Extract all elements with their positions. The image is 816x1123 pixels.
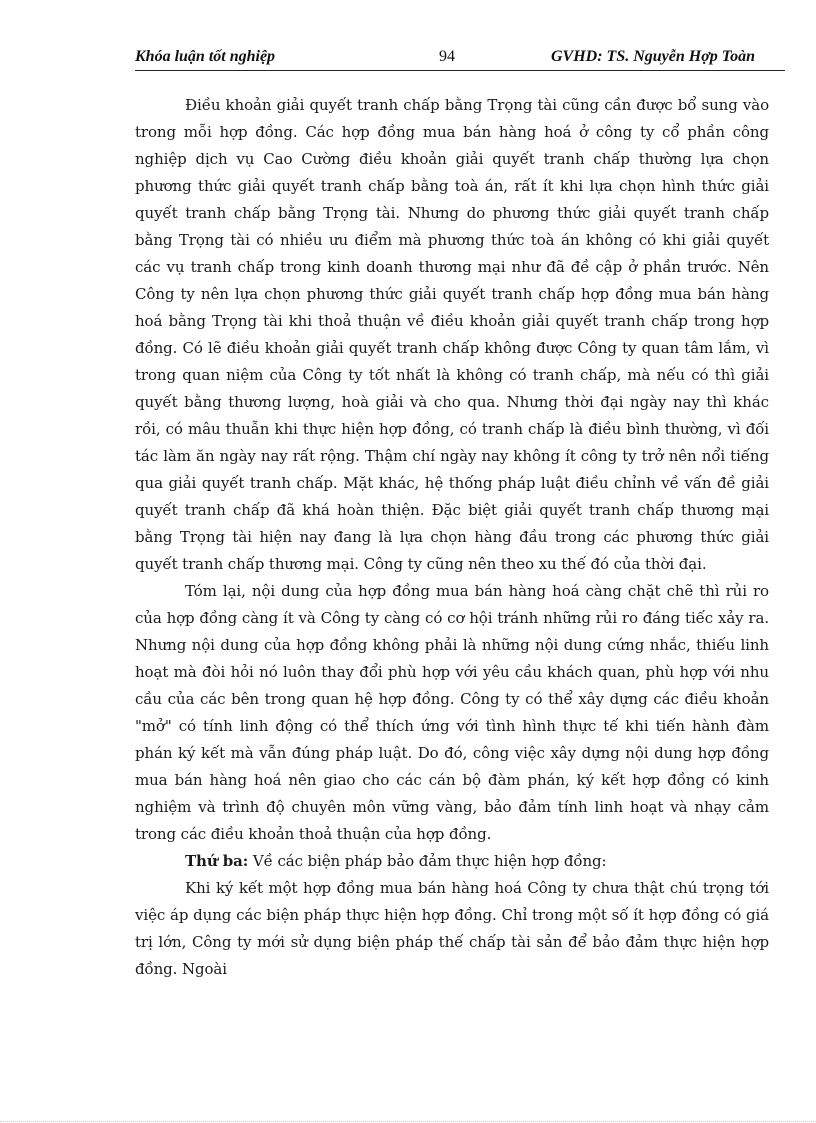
header-thesis-title: Khóa luận tốt nghiệp <box>135 48 276 65</box>
header-page-number: 94 <box>439 48 455 65</box>
section-title: Về các biện pháp bảo đảm thực hiện hợp đồng: <box>248 852 607 870</box>
paragraph-arbitration: Điều khoản giải quyết tranh chấp bằng Trọng tài cũng cần được bổ sung vào trong mỗi hợp đồng. Các hợp đồng mua bán hàng hoá ở công ty cổ phần công nghiệp dịch vụ Cao Cường điều khoản giải quyết tranh chấp thường lựa chọn phương thức giải quyết tranh chấp bằng toà án, rất ít khi lựa chọn hình thức giải quyết tranh chấp bằng Trọng tài. Nhưng do phương thức giải quyết tranh chấp bằng Trọng tài có nhiều ưu điểm mà phương thức toà án không có khi giải quyết các vụ tranh chấp trong kinh doanh thương mại như đã đề cập ở phần trước. Nên Công ty nên lựa chọn phương thức giải quyết tranh chấp hợp đồng mua bán hàng hoá bằng Trọng tài khi thoả thuận về điều khoản giải quyết tranh chấp trong hợp đồng. Có lẽ điều khoản giải quyết tranh chấp không được Công ty quan tâm lắm, vì trong quan niệm của Công ty tốt nhất là không có tranh chấp, mà nếu có thì giải quyết bằng thương lượng, hoà giải và cho qua. Nhưng thời đại ngày nay thì khác rồi, có mâu thuẫn khi thực hiện hợp đồng, có tranh chấp là điều bình thường, vì đối tác làm ăn ngày nay rất rộng. Thậm chí ngày nay không ít công ty trở nên nổi tiếng qua giải quyết tranh chấp. Mặt khác, hệ thống pháp luật điều chỉnh về vấn đề giải quyết tranh chấp đã khá hoàn thiện. Đặc biệt giải quyết tranh chấp thương mại bằng Trọng tài hiện nay đang là lựa chọn hàng đầu trong các phương thức giải quyết tranh chấp thương mại. Công ty cũng nên theo xu thế đó của thời đại. <box>135 96 769 573</box>
document-body <box>135 92 769 983</box>
paragraph-guarantee: Khi ký kết một hợp đồng mua bán hàng hoá Công ty chưa thật chú trọng tới việc áp dụng các biện pháp thực hiện hợp đồng. Chỉ trong một số ít hợp đồng có giá trị lớn, Công ty mới sử dụng biện pháp thế chấp tài sản để bảo đảm thực hiện hợp đồng. Ngoài <box>135 879 769 978</box>
section-label: Thứ ba: <box>185 852 249 870</box>
page-header <box>135 48 785 71</box>
header-supervisor: GVHD: TS. Nguyễn Hợp Toàn <box>550 48 755 65</box>
page-bottom-divider <box>0 1121 816 1122</box>
paragraph-summary: Tóm lại, nội dung của hợp đồng mua bán hàng hoá càng chặt chẽ thì rủi ro của hợp đồng càng ít và Công ty càng có cơ hội tránh những rủi ro đáng tiếc xảy ra. Nhưng nội dung của hợp đồng không phải là những nội dung cứng nhắc, thiếu linh hoạt mà đòi hỏi nó luôn thay đổi phù hợp với yêu cầu khách quan, phù hợp với nhu cầu của các bên trong quan hệ hợp đồng. Công ty có thể xây dựng các điều khoản "mở" có tính linh động có thể thích ứng với tình hình thực tế khi tiến hành đàm phán ký kết mà vẫn đúng pháp luật. Do đó, công việc xây dựng nội dung hợp đồng mua bán hàng hoá nên giao cho các cán bộ đàm phán, ký kết hợp đồng có kinh nghiệm và trình độ chuyên môn vững vàng, bảo đảm tính linh hoạt và nhạy cảm trong các điều khoản thoả thuận của hợp đồng. <box>135 582 769 843</box>
section-heading <box>135 848 769 875</box>
